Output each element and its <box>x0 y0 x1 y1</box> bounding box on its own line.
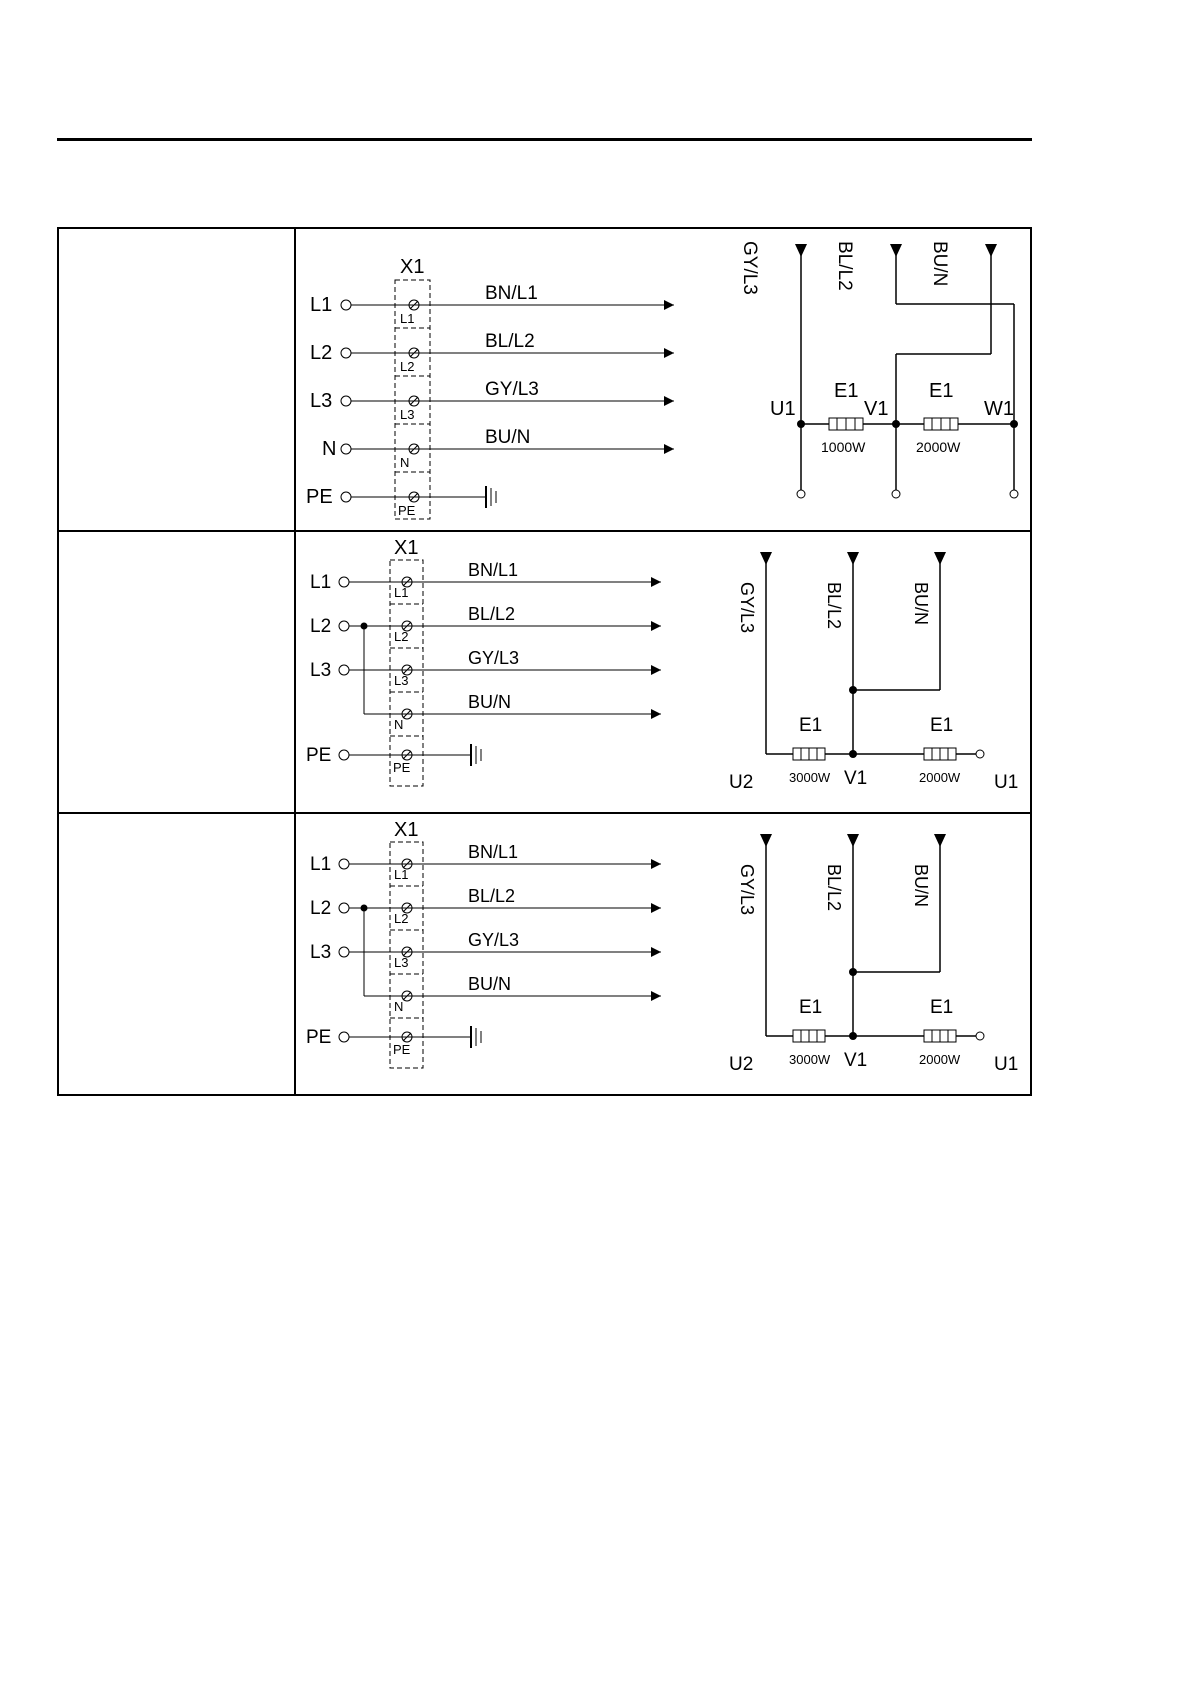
wiring-diagram-2 <box>296 532 1030 814</box>
input-label: L2 <box>310 616 332 637</box>
input-row-pe <box>306 486 496 518</box>
element-label: E1 <box>799 715 823 736</box>
node-label: U2 <box>729 1054 754 1075</box>
feed-label: GY/L3 <box>737 582 757 634</box>
row-1-description-cell <box>59 229 296 530</box>
feed-label: BU/N <box>929 241 950 287</box>
wiring-diagram-3 <box>296 814 1030 1094</box>
terminal-tag: L2 <box>394 911 409 926</box>
input-label: L1 <box>310 294 333 316</box>
input-label: PE <box>306 1027 332 1048</box>
ground-icon <box>471 1026 481 1048</box>
input-row-pe <box>306 1026 481 1057</box>
input-row-l1 <box>310 560 661 600</box>
element-power: 3000W <box>789 770 831 785</box>
row-2-description-cell <box>59 532 296 812</box>
input-label: L3 <box>310 390 333 412</box>
terminal-tag: N <box>394 999 404 1014</box>
row-3-diagram-cell <box>296 814 1030 1094</box>
input-row-l2 <box>310 331 674 374</box>
terminal-block-label: X1 <box>394 819 419 841</box>
terminal-tag: L1 <box>394 867 409 882</box>
heating-element-icon <box>793 1030 825 1042</box>
wire-label: BL/L2 <box>485 331 535 352</box>
heating-element-icon <box>793 748 825 760</box>
row-2-diagram-cell <box>296 532 1030 812</box>
input-row-l3 <box>310 648 661 688</box>
input-label: L3 <box>310 660 332 681</box>
heating-element-icon <box>924 1030 956 1042</box>
input-row-n <box>322 427 674 470</box>
feed-label: BL/L2 <box>824 582 844 630</box>
ground-icon <box>486 486 496 508</box>
terminal-tag: PE <box>398 503 416 518</box>
input-label: PE <box>306 486 333 508</box>
wire-label: BU/N <box>485 427 531 448</box>
element-power: 3000W <box>789 1052 831 1067</box>
node-label: U1 <box>994 1054 1019 1075</box>
wiring-row-3 <box>59 814 1030 1094</box>
heating-element-icon <box>829 418 863 430</box>
wire-label: GY/L3 <box>468 648 520 668</box>
heating-element-icon <box>924 418 958 430</box>
input-label: L2 <box>310 342 333 364</box>
feed-label: BU/N <box>911 582 931 626</box>
input-label: L1 <box>310 572 332 593</box>
terminal-tag: N <box>400 455 410 470</box>
element-label: E1 <box>930 997 954 1018</box>
row-1-diagram-cell <box>296 229 1030 530</box>
terminal-tag: L1 <box>394 585 409 600</box>
input-row-l1 <box>310 283 674 326</box>
input-row-n <box>364 974 661 1014</box>
input-label: PE <box>306 745 332 766</box>
terminal-tag: L3 <box>400 407 415 422</box>
terminal-tag: L3 <box>394 673 409 688</box>
feed-label: BU/N <box>911 864 931 908</box>
input-row-l3 <box>310 379 674 422</box>
element-power: 2000W <box>919 770 961 785</box>
element-power: 1000W <box>821 439 866 455</box>
input-label: L2 <box>310 898 332 919</box>
feed-label: GY/L3 <box>739 241 760 295</box>
input-label: L1 <box>310 854 332 875</box>
element-power: 2000W <box>916 439 961 455</box>
terminal-tag: L1 <box>400 311 415 326</box>
element-label: E1 <box>799 997 823 1018</box>
element-label: E1 <box>929 380 954 402</box>
heater-schematic <box>729 834 1018 1075</box>
wiring-row-2 <box>59 532 1030 814</box>
node-label: V1 <box>844 768 868 789</box>
input-row-l1 <box>310 842 661 882</box>
ground-icon <box>471 744 481 766</box>
input-label: N <box>322 438 337 460</box>
terminal-tag: PE <box>393 760 411 775</box>
element-power: 2000W <box>919 1052 961 1067</box>
header-rule <box>57 138 1032 141</box>
node-label: W1 <box>984 398 1014 420</box>
wiring-table <box>57 227 1032 1096</box>
heating-element-icon <box>924 748 956 760</box>
wire-label: BU/N <box>468 974 512 994</box>
wire-label: BN/L1 <box>468 560 519 580</box>
terminal-tag: N <box>394 717 404 732</box>
wire-label: GY/L3 <box>468 930 520 950</box>
heater-schematic <box>739 241 1018 498</box>
heater-schematic <box>729 552 1018 793</box>
wire-label: BU/N <box>468 692 512 712</box>
wire-label: BL/L2 <box>468 886 516 906</box>
row-3-description-cell <box>59 814 296 1094</box>
element-label: E1 <box>930 715 954 736</box>
wire-label: BN/L1 <box>468 842 519 862</box>
node-label: U2 <box>729 772 754 793</box>
feed-label: BL/L2 <box>834 241 855 291</box>
node-label: V1 <box>844 1050 868 1071</box>
terminal-block-label: X1 <box>394 537 419 559</box>
node-label: U1 <box>994 772 1019 793</box>
terminal-block-label: X1 <box>400 256 425 278</box>
input-row-pe <box>306 744 481 775</box>
terminal-tag: L3 <box>394 955 409 970</box>
input-row-n <box>364 692 661 732</box>
wiring-row-1 <box>59 229 1030 532</box>
node-label: U1 <box>770 398 796 420</box>
terminal-tag: PE <box>393 1042 411 1057</box>
wiring-diagram-1 <box>296 229 1030 532</box>
node-label: V1 <box>864 398 889 420</box>
terminal-tag: L2 <box>400 359 415 374</box>
input-label: L3 <box>310 942 332 963</box>
feed-label: GY/L3 <box>737 864 757 916</box>
wire-label: GY/L3 <box>485 379 539 400</box>
wire-label: BL/L2 <box>468 604 516 624</box>
element-label: E1 <box>834 380 859 402</box>
feed-label: BL/L2 <box>824 864 844 912</box>
terminal-tag: L2 <box>394 629 409 644</box>
input-row-l3 <box>310 930 661 970</box>
wire-label: BN/L1 <box>485 283 538 304</box>
